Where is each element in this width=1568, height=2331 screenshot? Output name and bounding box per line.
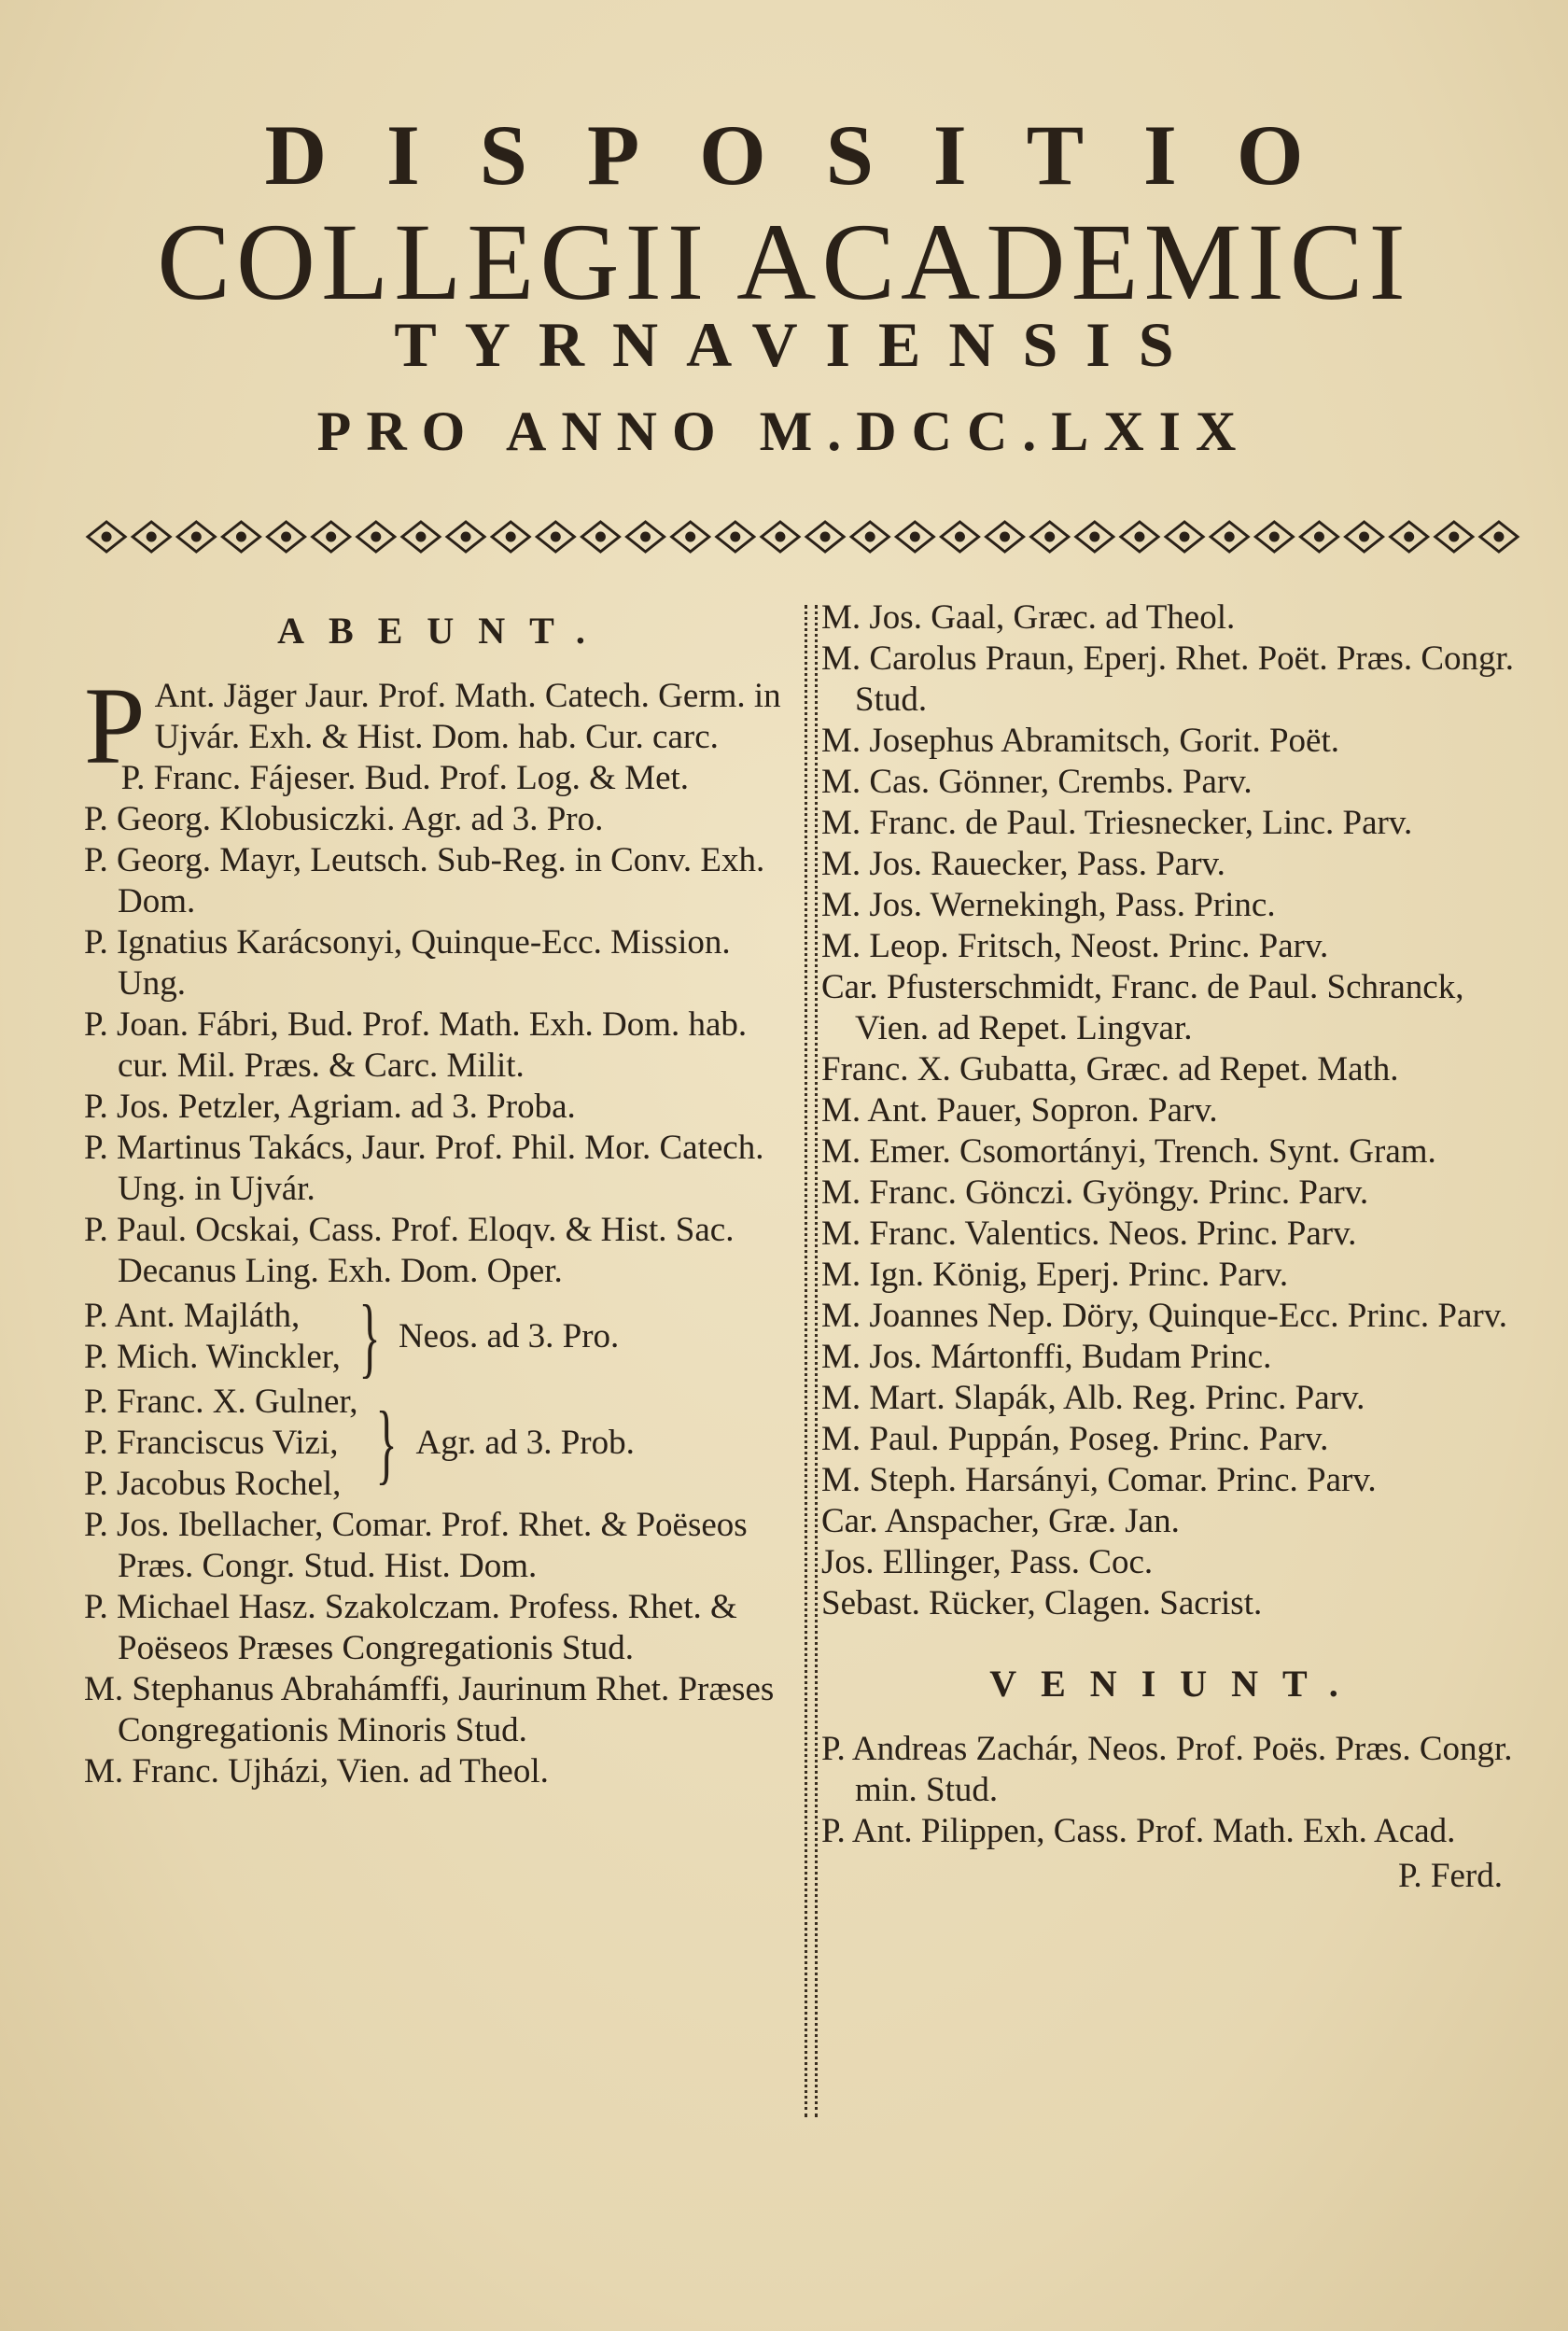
entry: P. Franc. Fájeser. Bud. Prof. Log. & Met. (120, 759, 690, 797)
ornament-dot (372, 533, 380, 541)
entry: M. Leop. Fritsch, Neost. Princ. Parv. (821, 927, 1329, 965)
title-line-1: DISPOSITIO (264, 107, 1364, 203)
ornament-dot (596, 533, 604, 541)
brace-icon: } (358, 1286, 381, 1386)
entry: P. Joan. Fábri, Bud. Prof. Math. Exh. Dom. hab. cur. Mil. Præs. & Carc. Milit. (84, 1005, 748, 1085)
entry: M. Cas. Gönner, Crembs. Parv. (821, 763, 1253, 801)
ornament-dot (1136, 533, 1143, 541)
entry: M. Franc. de Paul. Triesnecker, Linc. Parv. (821, 804, 1413, 842)
entry: M. Emer. Csomortányi, Trench. Synt. Gram. (821, 1132, 1436, 1171)
column-divider (805, 605, 818, 2117)
entry: M. Stephanus Abrahámffi, Jaurinum Rhet. Præses Congregationis Minoris Stud. (84, 1670, 775, 1749)
entry: P. Georg. Mayr, Leutsch. Sub-Reg. in Conv. Exh. Dom. (84, 841, 765, 920)
entry: P. Jos. Petzler, Agriam. ad 3. Proba. (84, 1088, 576, 1126)
signature: P. Ferd. (1397, 1857, 1503, 1895)
ornament-border (84, 509, 1521, 565)
ornament-dot (462, 533, 469, 541)
group-tag: Agr. ad 3. Prob. (415, 1424, 635, 1462)
entry: M. Mart. Slapák, Alb. Reg. Princ. Parv. (821, 1379, 1365, 1417)
ornament-dot (866, 533, 874, 541)
ornament-dot (956, 533, 963, 541)
entry: M. Franc. Ujházi, Vien. ad Theol. (84, 1752, 549, 1790)
entry: P. Ant. Majláth, (84, 1297, 301, 1335)
ornament-dot (1001, 533, 1009, 541)
sub-entry: Sebast. Rücker, Clagen. Sacrist. (821, 1584, 1263, 1622)
brace-icon: } (375, 1393, 399, 1493)
entry: P. Ignatius Karácsonyi, Quinque-Ecc. Mission. Ung. (84, 923, 731, 1003)
ornament-dot (687, 533, 694, 541)
ornament-dot (732, 533, 739, 541)
bracket-group-agr (84, 1382, 803, 1505)
ornament-dot (1270, 533, 1278, 541)
entry: M. Josephus Abramitsch, Gorit. Poët. (821, 722, 1339, 760)
bracket-group-neos (84, 1286, 803, 1386)
sub-entry: Car. Anspacher, Græ. Jan. (821, 1502, 1180, 1540)
ornament-dot (911, 533, 918, 541)
right-column (821, 597, 1531, 1897)
ornament-dot (821, 533, 829, 541)
entry: P. Jos. Ibellacher, Comar. Prof. Rhet. & Poëseos Præs. Congr. Stud. Hist. Dom. (84, 1506, 748, 1585)
entry: M. Ant. Pauer, Sopron. Parv. (821, 1091, 1218, 1130)
ornament-dot (552, 533, 559, 541)
ornament-dot (1315, 533, 1323, 541)
entry: M. Ign. König, Eperj. Princ. Parv. (821, 1256, 1289, 1294)
title-line-4: PRO ANNO M.DCC.LXIX (316, 400, 1252, 462)
entry: M. Franc. Valentics. Neos. Princ. Parv. (821, 1215, 1357, 1253)
ornament-dot (328, 533, 335, 541)
entry: M. Joannes Nep. Döry, Quinque-Ecc. Princ. Parv. (821, 1297, 1508, 1335)
ornament-dot (1181, 533, 1188, 541)
sub-entry: Car. Pfusterschmidt, Franc. de Paul. Schranck, Vien. ad Repet. Lingvar. (821, 968, 1464, 1047)
title-line-2: COLLEGII ACADEMICI (157, 201, 1411, 323)
entry: M. Jos. Mártonffi, Budam Princ. (821, 1338, 1272, 1376)
left-column (84, 597, 803, 1792)
group-tag: Neos. ad 3. Pro. (398, 1317, 620, 1355)
ornament-dot (1450, 533, 1458, 541)
sub-entry: Franc. X. Gubatta, Græc. ad Repet. Math. (821, 1050, 1399, 1088)
ornament-dot (1495, 533, 1503, 541)
entry: M. Franc. Gönczi. Gyöngy. Princ. Parv. (821, 1173, 1369, 1212)
entry: M. Paul. Puppán, Poseg. Princ. Parv. (821, 1420, 1329, 1458)
entry: P. Franc. X. Gulner, (84, 1383, 358, 1421)
entry: P. Martinus Takács, Jaur. Prof. Phil. Mor. Catech. Ung. in Ujvár. (84, 1129, 764, 1208)
entry: P. Mich. Winckler, (84, 1338, 341, 1376)
entry: M. Steph. Harsányi, Comar. Princ. Parv. (821, 1461, 1377, 1499)
ornament-dot (237, 533, 245, 541)
ornament-dot (1361, 533, 1368, 541)
ornament-dot (283, 533, 290, 541)
entry: P. Andreas Zachár, Neos. Prof. Poës. Præs. Congr. min. Stud. (821, 1730, 1513, 1809)
ornament-dot (1046, 533, 1054, 541)
entry: P. Paul. Ocskai, Cass. Prof. Eloqv. & Hist. Sac. Decanus Ling. Exh. Dom. Oper. (84, 1211, 735, 1290)
entry: M. Carolus Praun, Eperj. Rhet. Poët. Præs. Congr. Stud. (821, 639, 1515, 719)
entry: P. Georg. Klobusiczki. Agr. ad 3. Pro. (84, 800, 604, 838)
entry: M. Jos. Gaal, Græc. ad Theol. (821, 598, 1236, 637)
ornament-dot (192, 533, 200, 541)
drop-cap: P (84, 665, 146, 787)
veniunt-heading: VENIUNT. (989, 1663, 1363, 1705)
ornament-dot (417, 533, 425, 541)
ornament-dot (777, 533, 784, 541)
sub-entry: Jos. Ellinger, Pass. Coc. (821, 1543, 1154, 1581)
ornament-dot (507, 533, 514, 541)
ornament-dot (1406, 533, 1413, 541)
title-line-3: TYRNAVIENSIS (394, 309, 1202, 380)
ornament-dot (147, 533, 155, 541)
ornament-dot (103, 533, 110, 541)
entry: P. Franciscus Vizi, (84, 1424, 339, 1462)
ornament-dot (1091, 533, 1099, 541)
entry: P. Michael Hasz. Szakolczam. Profess. Rhet. & Poëseos Præses Congregationis Stud. (84, 1588, 737, 1667)
entry: M. Jos. Wernekingh, Pass. Princ. (821, 886, 1276, 924)
ornament-dot (1225, 533, 1233, 541)
entry: M. Jos. Rauecker, Pass. Parv. (821, 845, 1225, 883)
ornament-dot (642, 533, 650, 541)
abeunt-heading: ABEUNT. (277, 610, 609, 652)
entry-text: Ant. Jäger Jaur. Prof. Math. Catech. Germ. in Ujvár. Exh. & Hist. Dom. hab. Cur. carc. (154, 677, 781, 756)
entry: P. Jacobus Rochel, (84, 1465, 342, 1503)
entry: P. Ant. Pilippen, Cass. Prof. Math. Exh. Acad. (821, 1812, 1456, 1850)
